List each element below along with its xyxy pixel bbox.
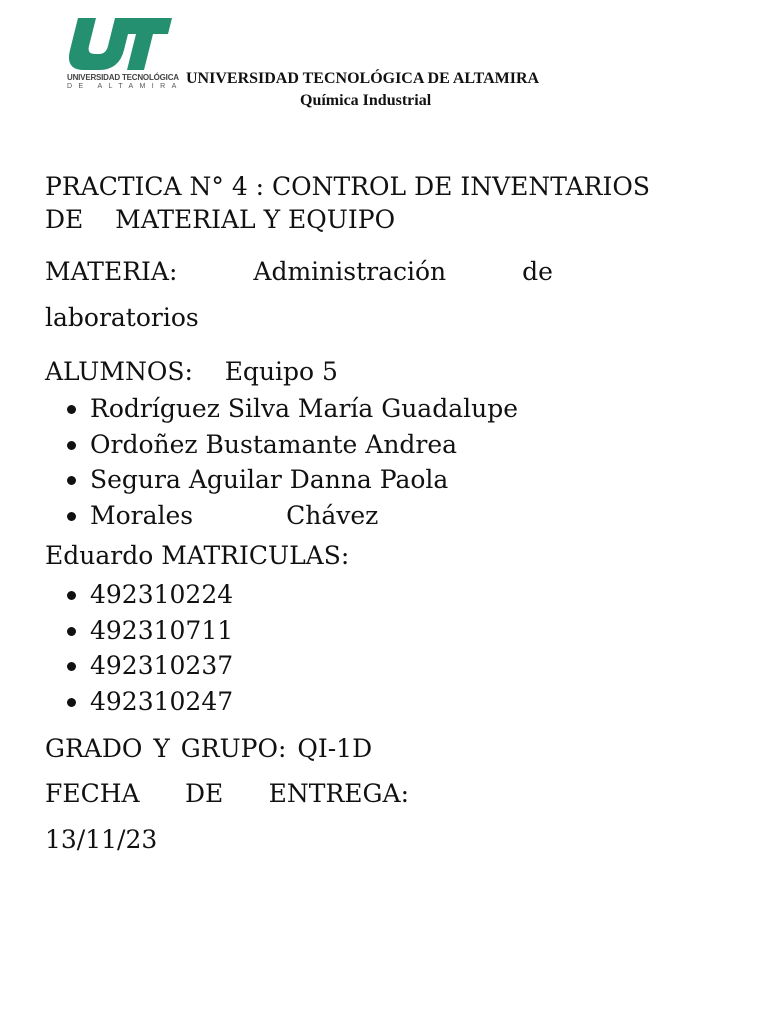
delivery-date: 13/11/23 bbox=[45, 825, 158, 854]
subject-word-2: de bbox=[522, 257, 553, 286]
logo-university-text: UNIVERSIDAD TECNOLÓGICA bbox=[67, 73, 179, 82]
team-name: Equipo 5 bbox=[224, 357, 338, 386]
student-name: Ordoñez Bustamante Andrea bbox=[90, 429, 458, 459]
list-item bbox=[45, 462, 747, 498]
grade-group bbox=[45, 727, 747, 771]
subject-label: MATERIA: bbox=[45, 257, 178, 286]
bullet-icon bbox=[67, 441, 76, 450]
list-item bbox=[45, 391, 747, 427]
enrollment-id: 492310711 bbox=[90, 615, 234, 645]
list-item bbox=[45, 498, 747, 534]
bullet-icon bbox=[67, 591, 76, 600]
students-label: ALUMNOS: bbox=[45, 357, 193, 386]
title-line-1: PRACTICA N° 4 : CONTROL DE INVENTARIOS bbox=[45, 172, 650, 201]
ut-logo bbox=[66, 16, 183, 94]
enrollment-id: 492310237 bbox=[90, 651, 234, 680]
enrollment-label: MATRICULAS: bbox=[161, 541, 350, 570]
grade-group-value: QI-1D bbox=[297, 734, 373, 763]
bullet-icon bbox=[67, 627, 76, 636]
document-header bbox=[66, 16, 706, 116]
students-heading bbox=[45, 353, 747, 391]
list-item bbox=[45, 684, 747, 720]
list-item bbox=[45, 427, 747, 463]
university-name: UNIVERSIDAD TECNOLÓGICA DE ALTAMIRA bbox=[186, 70, 540, 87]
bullet-icon bbox=[67, 405, 76, 414]
student-name: Rodríguez Silva María Guadalupe bbox=[90, 394, 519, 423]
ut-logo-icon bbox=[66, 16, 178, 72]
enrollment-id: 492310224 bbox=[90, 580, 234, 609]
student-name-part-1: Morales bbox=[90, 500, 194, 530]
cover-content bbox=[45, 170, 747, 863]
student-name-part-2: Chávez bbox=[286, 500, 379, 530]
delivery-label-word-3: ENTREGA: bbox=[268, 779, 409, 808]
enrollment-id: 492310247 bbox=[90, 686, 234, 716]
practice-title bbox=[45, 170, 747, 236]
title-line-2-start: DE bbox=[45, 205, 84, 234]
students-list bbox=[45, 391, 747, 533]
enrollment-heading bbox=[45, 535, 747, 577]
list-item bbox=[45, 577, 747, 613]
bullet-icon bbox=[67, 698, 76, 707]
delivery-date-heading bbox=[45, 771, 409, 817]
grade-group-label: GRADO Y GRUPO: bbox=[45, 734, 287, 763]
title-line-2-rest: MATERIAL Y EQUIPO bbox=[115, 205, 396, 234]
subject-word-3: laboratorios bbox=[45, 303, 199, 332]
logo-city-text: DE ALTAMIRA bbox=[67, 83, 183, 90]
enrollment-list bbox=[45, 577, 747, 719]
program-name: Química Industrial bbox=[300, 92, 432, 109]
bullet-icon bbox=[67, 512, 76, 521]
subject-block bbox=[45, 249, 747, 341]
bullet-icon bbox=[67, 662, 76, 671]
list-item bbox=[45, 613, 747, 649]
delivery-label-word-2: DE bbox=[184, 779, 224, 808]
student-name-part-3: Eduardo bbox=[45, 541, 154, 570]
subject-word-1: Administración bbox=[253, 257, 447, 286]
list-item bbox=[45, 648, 747, 684]
bullet-icon bbox=[67, 476, 76, 485]
student-name: Segura Aguilar Danna Paola bbox=[90, 465, 449, 494]
delivery-label-word-1: FECHA bbox=[45, 779, 140, 808]
